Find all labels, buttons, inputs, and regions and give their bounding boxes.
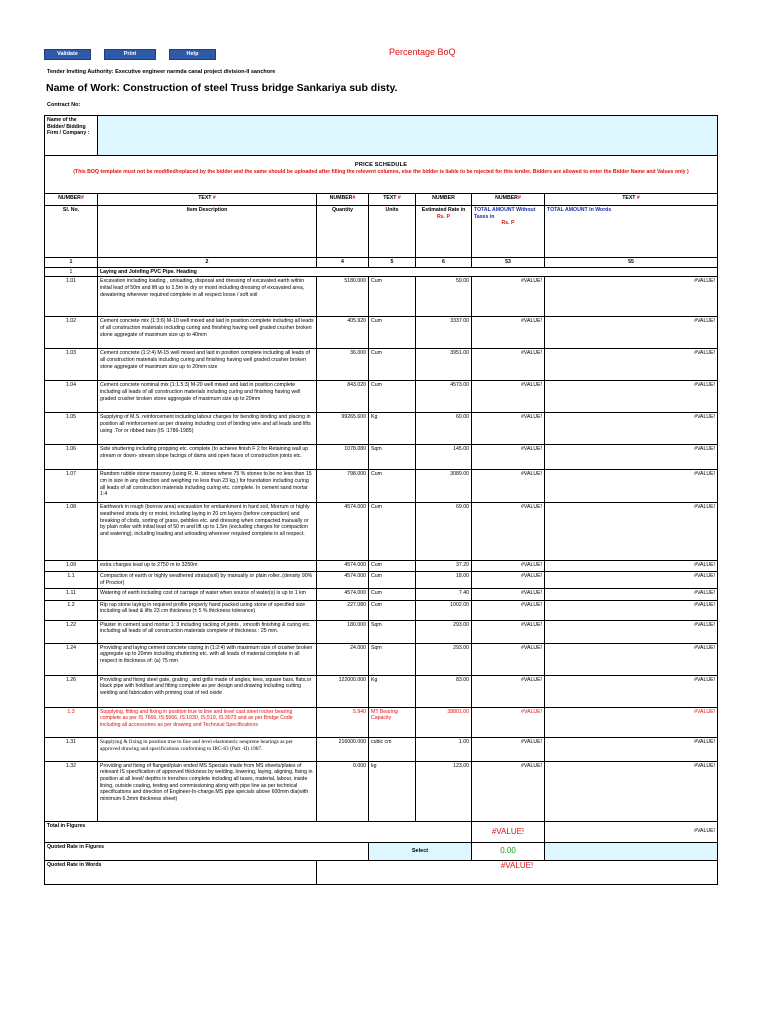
quoted-value[interactable]: 0.00	[472, 842, 545, 860]
item-amount-words: #VALUE!	[545, 600, 718, 620]
item-description: Supplying of M.S. reinforcement including labour charges for bending binding and placing in position all reinforcement as per drawing including cost of binding wire and all leads and lifts using .Tor or ribbed bars (IS :1786-1985)	[98, 413, 317, 445]
item-estimated-rate: 7.40	[416, 588, 472, 600]
table-row	[45, 600, 718, 620]
col-sl: Sl. No.	[45, 206, 98, 258]
type-sl: NUMBER#	[45, 194, 98, 206]
item-estimated-rate: 69.00	[416, 503, 472, 561]
item-sl-no: 1.24	[45, 643, 98, 675]
item-total-amount: #VALUE!	[472, 707, 545, 737]
item-total-amount: #VALUE!	[472, 277, 545, 317]
item-quantity: 36.000	[317, 349, 369, 381]
item-estimated-rate: 83.00	[416, 675, 472, 707]
item-sl-no: 1.04	[45, 381, 98, 413]
item-description: Cement concrete (1:2:4) M-15 well mixed and laid in position complete including all leads of all construction materials including curing and finishing having well graded crusher broken stone aggregate of maximum size up to 20mm size	[98, 349, 317, 381]
item-estimated-rate: 293.00	[416, 643, 472, 675]
quoted-figures-row	[45, 842, 718, 860]
item-total-amount: #VALUE!	[472, 737, 545, 761]
item-sl-no: 1.09	[45, 561, 98, 572]
item-description: Providing and laying cement concrete coping in (1:2:4) with maximum size of crusher broken aggregate up to 20mm including shuttering etc. with all leads of material complete in all respect in thickness of: (a) 75 mm	[98, 643, 317, 675]
item-quantity: 5.940	[317, 707, 369, 737]
item-units: Cum	[369, 470, 416, 503]
item-description: Supplying, fitting and fixing in position true to line and level cast steel rocker bearing complete as per IS 7666, IS:5666, IS:1030, IS:519, IS:3073 and as per Bridge Code including all accessories as per drawing and Technical Specifications	[98, 707, 317, 737]
item-description: Cement concrete nominal mix (1:1.5:3) M-20 well mixed and laid in position complete including all leads of all construction materials including curing and finishing having well graded crusher broken stone aggregate of maximum size up to 20mm	[98, 381, 317, 413]
data-type-row	[45, 194, 718, 206]
table-row	[45, 572, 718, 588]
type-units: TEXT #	[369, 194, 416, 206]
item-estimated-rate: 3089.00	[416, 470, 472, 503]
col-desc: Item Description	[98, 206, 317, 258]
toolbar	[44, 49, 216, 60]
type-words: TEXT #	[545, 194, 718, 206]
item-total-amount: #VALUE!	[472, 349, 545, 381]
bidder-name-input[interactable]	[98, 116, 718, 156]
item-estimated-rate: 60.00	[416, 413, 472, 445]
item-description: Rip rap stone laying in required profile properly hand packed using stone of specified size including all lead & lifts 23 cm thickness (± 5 % thickness tolerance)	[98, 600, 317, 620]
item-total-amount: #VALUE!	[472, 588, 545, 600]
item-quantity: 227.080	[317, 600, 369, 620]
table-row	[45, 561, 718, 572]
item-total-amount: #VALUE!	[472, 600, 545, 620]
items-body	[45, 277, 718, 821]
item-sl-no: 1.08	[45, 503, 98, 561]
type-desc: TEXT #	[98, 194, 317, 206]
item-total-amount: #VALUE!	[472, 317, 545, 349]
quoted-words-label: Quoted Rate in Words	[45, 860, 317, 884]
item-amount-words: #VALUE!	[545, 561, 718, 572]
item-sl-no: 1.1	[45, 572, 98, 588]
item-description: Plaster in cement sand mortar 1: 3 including racking of joints , smooth finishing & curing etc. including all leads of all construction materials complete of thickness : 25 mm.	[98, 620, 317, 643]
total-words: #VALUE!	[545, 821, 718, 842]
table-row	[45, 349, 718, 381]
item-description: Providing and fixing steel gate, grating , and grills made of angles, tees, square bars, flats,or black pipe with holdfast and fitting complete as per design and drawing including cutting welding and fabrication with priming coat of red oxide	[98, 675, 317, 707]
help-button[interactable]: Help	[169, 49, 216, 60]
item-amount-words: #VALUE!	[545, 572, 718, 588]
select-dropdown[interactable]: Select	[369, 842, 472, 860]
table-row	[45, 381, 718, 413]
item-total-amount: #VALUE!	[472, 413, 545, 445]
item-quantity: 24.000	[317, 643, 369, 675]
item-total-amount: #VALUE!	[472, 445, 545, 470]
quoted-label: Quoted Rate in Figures	[45, 842, 369, 860]
item-total-amount: #VALUE!	[472, 381, 545, 413]
item-quantity: 180.000	[317, 620, 369, 643]
item-estimated-rate: 37.20	[416, 561, 472, 572]
item-description: Excavation including loading , unloading, disposal and dressing of excavated earth within initial lead of 50m and lift up to 1.5m in dry or moist including dressing of excavated area, dewatering wherever required complete in all respect loose / soft soil	[98, 277, 317, 317]
boq-title: Percentage BoQ	[389, 47, 456, 57]
type-rate: NUMBER	[416, 194, 472, 206]
item-quantity: 843.020	[317, 381, 369, 413]
item-units: MT Bearing Capacity	[369, 707, 416, 737]
item-estimated-rate: 123.00	[416, 761, 472, 821]
item-sl-no: 1.3	[45, 707, 98, 737]
table-row	[45, 317, 718, 349]
item-amount-words: #VALUE!	[545, 675, 718, 707]
table-row	[45, 588, 718, 600]
item-units: cubic cm	[369, 737, 416, 761]
item-quantity: 5180.000	[317, 277, 369, 317]
col-units: Units	[369, 206, 416, 258]
item-amount-words: #VALUE!	[545, 761, 718, 821]
section-row: 1 Laying and Joinfing PVC Pipe. Heading	[45, 267, 718, 277]
total-amount: #VALUE!	[472, 821, 545, 842]
column-number-row: 1 2 4 5 6 53 55	[45, 258, 718, 268]
item-description: Side shuttering including propping etc. complete (to achieve finish F 2 for Retaining wall up stream or down- stream slope facings of dams and open faces of construction joints etc.	[98, 445, 317, 470]
item-units: Cum	[369, 588, 416, 600]
table-row	[45, 620, 718, 643]
item-amount-words: #VALUE!	[545, 413, 718, 445]
item-quantity: 0.000	[317, 761, 369, 821]
item-sl-no: 1.32	[45, 761, 98, 821]
item-quantity: 4574.000	[317, 572, 369, 588]
item-units: Cum	[369, 503, 416, 561]
item-units: Cum	[369, 572, 416, 588]
item-estimated-rate: 4573.00	[416, 381, 472, 413]
item-estimated-rate: 38801.00	[416, 707, 472, 737]
item-sl-no: 1.31	[45, 737, 98, 761]
item-total-amount: #VALUE!	[472, 470, 545, 503]
item-estimated-rate: 59.00	[416, 277, 472, 317]
item-quantity: 405.920	[317, 317, 369, 349]
col-rate: Estimated Rate in Rs. P	[416, 206, 472, 258]
item-description: Earthwork in rough (borrow area) excavation for embankment in hard soil, Morrum or highly weathered strata dry or moist, including laying in 20 cm layers (before compaction) and breaking of clods, sorting of grass, pebbles etc. and dressing when compacted manually or by plain roller with initial lead of 50 m and lift up to 1.5m (excluding charges for compaction and watering), including loading and unloading wherever required complete in all respect.	[98, 503, 317, 561]
item-amount-words: #VALUE!	[545, 470, 718, 503]
item-total-amount: #VALUE!	[472, 572, 545, 588]
item-sl-no: 1.01	[45, 277, 98, 317]
item-units: Cum	[369, 600, 416, 620]
table-row	[45, 277, 718, 317]
item-quantity: 798.000	[317, 470, 369, 503]
schedule-note: (This BOQ template must not be modified/replaced by the bidder and the same should be uploaded after filling the relevent columns, else the bidder is liable to be rejected for this tender. Bidders are allowed to enter the Bidder Name and Values only )	[73, 169, 689, 176]
item-sl-no: 1.06	[45, 445, 98, 470]
item-estimated-rate: 3951.00	[416, 349, 472, 381]
item-units: Cum	[369, 317, 416, 349]
item-amount-words: #VALUE!	[545, 277, 718, 317]
col-total: TOTAL AMOUNT Without Taxes in Rs. P	[472, 206, 545, 258]
item-estimated-rate: 1.00	[416, 737, 472, 761]
item-amount-words: #VALUE!	[545, 317, 718, 349]
item-units: Cum	[369, 381, 416, 413]
table-row	[45, 761, 718, 821]
item-sl-no: 1.03	[45, 349, 98, 381]
item-units: Cum	[369, 561, 416, 572]
item-quantity: 99265.600	[317, 413, 369, 445]
item-description: Watering of earth including cost of carriage of water when source of water(s) is up to 1 km	[98, 588, 317, 600]
item-total-amount: #VALUE!	[472, 761, 545, 821]
work-name: Name of Work: Construction of steel Truss bridge Sankariya sub disty.	[46, 82, 398, 94]
item-amount-words: #VALUE!	[545, 503, 718, 561]
item-description: Compaction of earth or highly weathered strata(soil) by manually or plain roller..(density 90% of Proctor)	[98, 572, 317, 588]
item-total-amount: #VALUE!	[472, 643, 545, 675]
item-total-amount: #VALUE!	[472, 503, 545, 561]
item-total-amount: #VALUE!	[472, 561, 545, 572]
item-sl-no: 1.11	[45, 588, 98, 600]
item-estimated-rate: 18.00	[416, 572, 472, 588]
price-schedule-header	[45, 156, 718, 194]
item-description: Random rubble stone masonry (using R. R. stones where 75 % stones to be no less than 15 cm in size in any direction and weighing no less than 23 kg.) for foundation including curing all leads of all construction materials including curing etc. complete. In cement sand mortar 1:4	[98, 470, 317, 503]
item-estimated-rate: 293.00	[416, 620, 472, 643]
item-amount-words: #VALUE!	[545, 381, 718, 413]
item-amount-words: #VALUE!	[545, 620, 718, 643]
item-sl-no: 1.26	[45, 675, 98, 707]
col-words: TOTAL AMOUNT In Words	[545, 206, 718, 258]
item-sl-no: 1.07	[45, 470, 98, 503]
item-units: kg	[369, 761, 416, 821]
item-sl-no: 1.02	[45, 317, 98, 349]
table-row	[45, 675, 718, 707]
column-header-row	[45, 206, 718, 258]
item-units: Kg	[369, 413, 416, 445]
item-description: Supplying & fixing in position true to line and level elastomeric neoprene bearings as per approved drawing and specifications conforming to IRC-83 (Part -II) 1987.	[98, 737, 317, 761]
table-row	[45, 470, 718, 503]
item-quantity: 216000.000	[317, 737, 369, 761]
validate-button[interactable]: Validate	[44, 49, 91, 60]
type-total: NUMBER#	[472, 194, 545, 206]
quoted-words-value: #VALUE!	[317, 860, 718, 884]
table-row	[45, 413, 718, 445]
item-quantity: 4574.000	[317, 561, 369, 572]
item-units: Kg	[369, 675, 416, 707]
table-row	[45, 503, 718, 561]
item-estimated-rate: 145.00	[416, 445, 472, 470]
item-quantity: 122000.000	[317, 675, 369, 707]
total-label: Total in Figures	[45, 821, 472, 842]
table-row	[45, 643, 718, 675]
item-units: Sqm	[369, 445, 416, 470]
item-units: Sqm	[369, 620, 416, 643]
col-qty: Quantity	[317, 206, 369, 258]
item-description: Providing and fixing of flanged/plain ended MS Specials made from MS sheets/plates of relevant IS specification of approved thickness by welding, lowering, laying, aligning, fixing in position at all level/ depths in trenches complete including all taxes, material, labour, inside lining, outside coating, testing and commissioning along with pipe line as per technical specifications and direction of Engineer-In-charge.MS pipe specials above 600mm dia(with minimum 6.3mm thickness sheet)	[98, 761, 317, 821]
quoted-words-cell	[545, 842, 718, 860]
table-row	[45, 445, 718, 470]
type-qty: NUMBER#	[317, 194, 369, 206]
item-amount-words: #VALUE!	[545, 737, 718, 761]
print-button[interactable]: Print	[104, 49, 156, 60]
item-sl-no: 1.05	[45, 413, 98, 445]
item-units: Sqm	[369, 643, 416, 675]
item-total-amount: #VALUE!	[472, 675, 545, 707]
quoted-words-row	[45, 860, 718, 884]
bidder-name-label: Name of the Bidder/ Bidding Firm / Company :	[45, 116, 98, 156]
item-quantity: 4574.000	[317, 503, 369, 561]
item-total-amount: #VALUE!	[472, 620, 545, 643]
item-units: Cum	[369, 349, 416, 381]
item-amount-words: #VALUE!	[545, 349, 718, 381]
item-estimated-rate: 3337.00	[416, 317, 472, 349]
table-row	[45, 707, 718, 737]
item-quantity: 1078.080	[317, 445, 369, 470]
table-row	[45, 737, 718, 761]
total-row	[45, 821, 718, 842]
item-description: extra charges lead up to 2750 m to 3250m	[98, 561, 317, 572]
item-amount-words: #VALUE!	[545, 643, 718, 675]
item-estimated-rate: 1002.00	[416, 600, 472, 620]
item-sl-no: 1.22	[45, 620, 98, 643]
boq-table	[44, 115, 718, 885]
item-amount-words: #VALUE!	[545, 588, 718, 600]
item-quantity: 4574.000	[317, 588, 369, 600]
item-units: Cum	[369, 277, 416, 317]
item-description: Cement concrete mix (1:3:6) M-10 well mixed and laid in position complete including all leads of all construction materials including curing and finishing having well graded crusher broken stone aggregate of maximum size up to 40mm	[98, 317, 317, 349]
section-title: Laying and Joinfing PVC Pipe. Heading	[98, 267, 718, 277]
tender-authority: Tender Inviting Authority: Executive engineer narmda canal project division-II sanchore	[47, 69, 276, 75]
item-amount-words: #VALUE!	[545, 445, 718, 470]
item-amount-words: #VALUE!	[545, 707, 718, 737]
price-schedule-title: PRICE SCHEDULE	[354, 162, 408, 168]
contract-no: Contract No:	[47, 102, 81, 108]
item-sl-no: 1.2	[45, 600, 98, 620]
